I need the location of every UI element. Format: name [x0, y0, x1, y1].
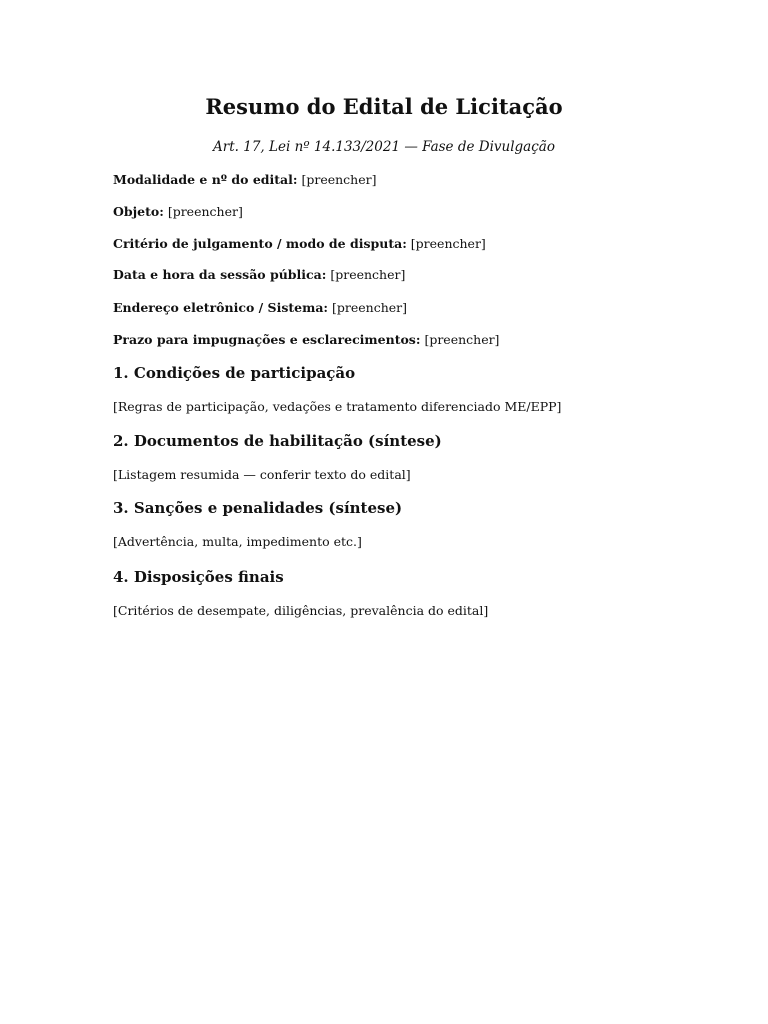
document-title: Resumo do Edital de Licitação [205, 94, 563, 119]
section-text-sancoes: [Advertência, multa, impedimento etc.] [113, 534, 362, 549]
field-label: Data e hora da sessão pública: [113, 267, 327, 282]
field-objeto [113, 203, 243, 221]
field-prazo [113, 331, 499, 349]
field-value: [preencher] [424, 332, 500, 347]
field-criterio [113, 235, 486, 253]
field-endereco [113, 299, 407, 317]
document-subtitle: Art. 17, Lei nº 14.133/2021 — Fase de Divulgação [213, 139, 555, 155]
field-value: [preencher] [332, 300, 408, 315]
section-heading-habilitacao: 2. Documentos de habilitação (síntese) [113, 432, 442, 450]
field-data-hora [113, 266, 405, 284]
field-label: Modalidade e nº do edital: [113, 172, 298, 187]
field-label: Endereço eletrônico / Sistema: [113, 300, 329, 315]
section-text-disposicoes: [Critérios de desempate, diligências, prevalência do edital] [113, 603, 489, 618]
field-value: [preencher] [410, 236, 486, 251]
field-value: [preencher] [167, 204, 243, 219]
section-text-participacao: [Regras de participação, vedações e tratamento diferenciado ME/EPP] [113, 399, 562, 414]
field-label: Prazo para impugnações e esclarecimentos: [113, 332, 421, 347]
section-heading-disposicoes: 4. Disposições finais [113, 568, 284, 586]
field-value: [preencher] [330, 267, 406, 282]
section-heading-sancoes: 3. Sanções e penalidades (síntese) [113, 499, 403, 517]
section-text-habilitacao: [Listagem resumida — conferir texto do edital] [113, 467, 411, 482]
field-label: Objeto: [113, 204, 164, 219]
field-modalidade [113, 171, 376, 189]
field-label: Critério de julgamento / modo de disputa: [113, 236, 407, 251]
field-value: [preencher] [301, 172, 377, 187]
section-heading-participacao: 1. Condições de participação [113, 364, 356, 382]
